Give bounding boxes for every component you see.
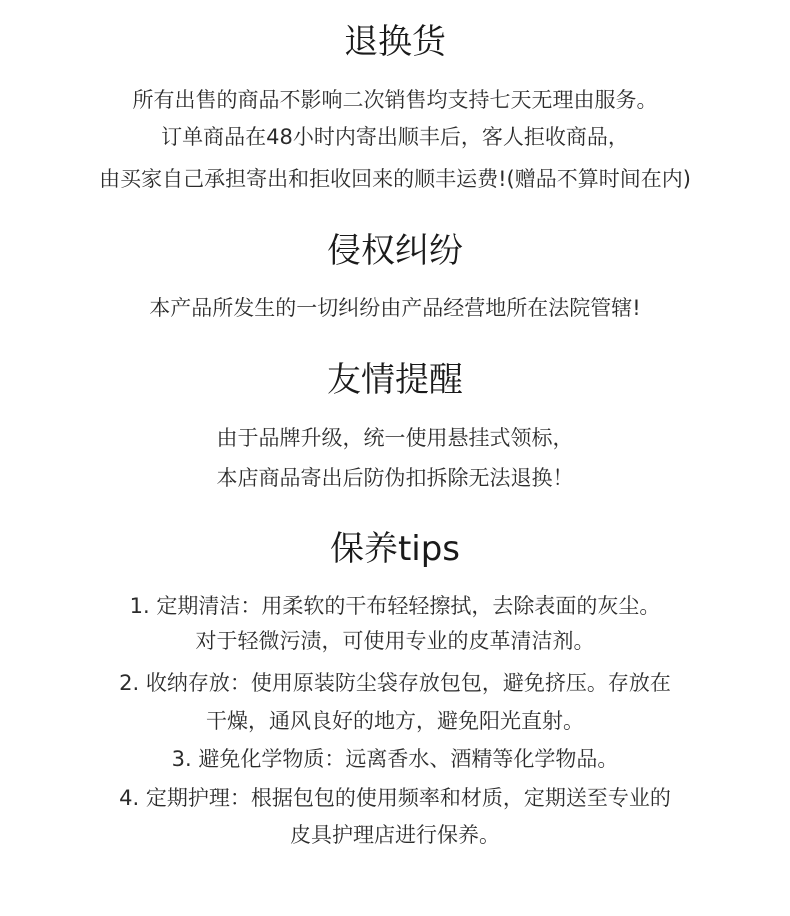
reminder-title: 友情提醒 — [327, 360, 463, 400]
care-line-5: 3. 避免化学物质：远离香水、酒精等化学物品。 — [171, 747, 619, 771]
care-line-3: 2. 收纳存放：使用原装防尘袋存放包包，避免挤压。存放在 — [119, 671, 671, 695]
returns-title: 退换货 — [344, 22, 446, 62]
returns-line-2: 订单商品在48小时内寄出顺丰后，客人拒收商品， — [161, 125, 629, 149]
returns-line-3: 由买家自己承担寄出和拒收回来的顺丰运费!(赠品不算时间在内) — [99, 167, 691, 191]
care-line-4: 干燥，通风良好的地方，避免阳光直射。 — [206, 709, 584, 733]
care-line-1: 1. 定期清洁：用柔软的干布轻轻擦拭，去除表面的灰尘。 — [129, 594, 661, 618]
care-line-7: 皮具护理店进行保养。 — [290, 823, 500, 847]
reminder-line-1: 由于品牌升级，统一使用悬挂式领标， — [216, 426, 574, 450]
care-title: 保养tips — [329, 529, 461, 569]
disputes-title: 侵权纠纷 — [327, 231, 463, 271]
returns-line-1: 所有出售的商品不影响二次销售均支持七天无理由服务。 — [132, 88, 658, 112]
care-line-2: 对于轻微污渍，可使用专业的皮革清洁剂。 — [195, 629, 595, 653]
reminder-line-2: 本店商品寄出后防伪扣拆除无法退换！ — [216, 466, 574, 490]
disputes-line-1: 本产品所发生的一切纠纷由产品经营地所在法院管辖! — [149, 296, 641, 320]
care-line-6: 4. 定期护理：根据包包的使用频率和材质，定期送至专业的 — [119, 786, 671, 810]
